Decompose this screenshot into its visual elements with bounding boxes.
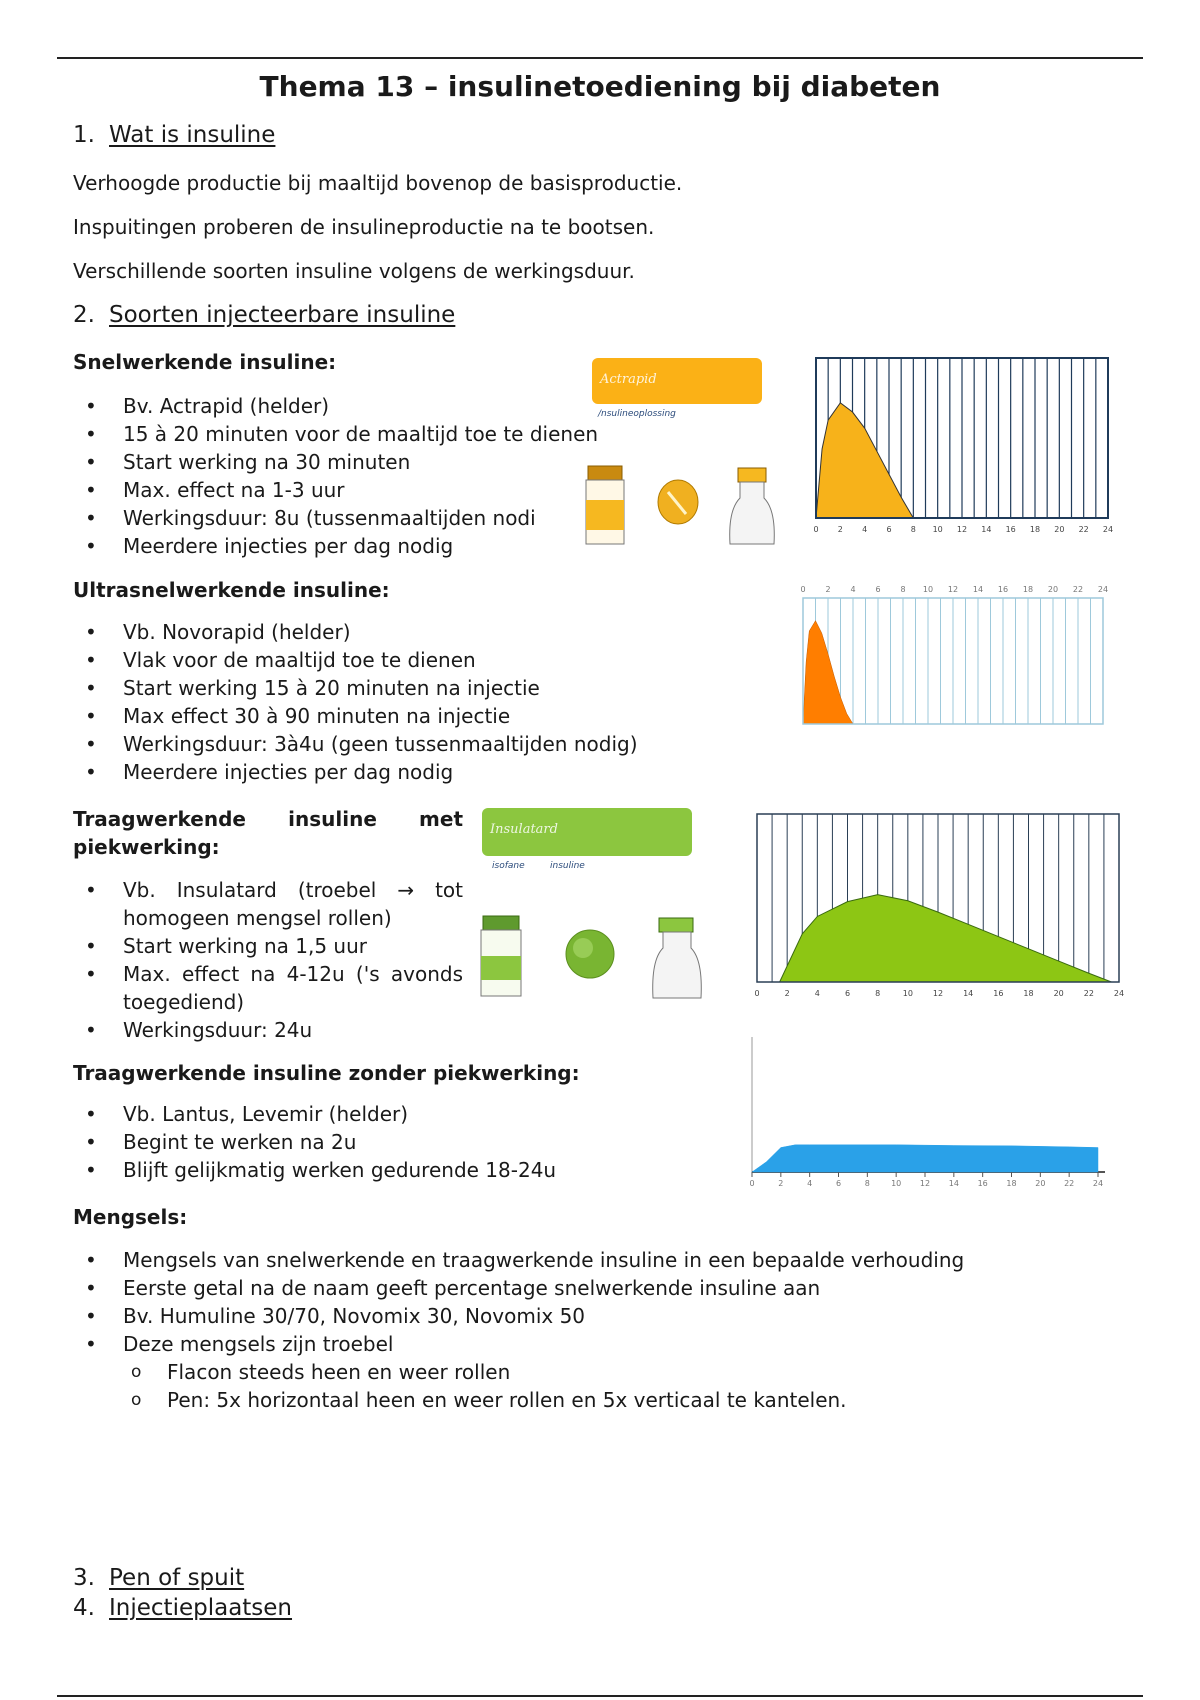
list-item: • Eerste getal na de naam geeft percentage snelwerkende insuline aan [73,1274,1133,1302]
section-heading-4: 4. Injectieplaatsen [73,1595,293,1621]
tick-label: 14 [963,989,974,998]
list-item: • Werkingsduur: 3à4u (geen tussenmaaltijden nodig) [73,730,753,758]
tick-label: 14 [948,1179,959,1188]
list-item: • Meerdere injecties per dag nodig [73,532,593,560]
traag-zonder-heading: Traagwerkende insuline zonder piekwerking: [73,1061,580,1085]
tick-label: 16 [997,585,1009,594]
top-rule [57,57,1143,59]
list-item: • Vb. Novorapid (helder) [73,618,753,646]
tick-label: 12 [956,525,968,534]
tick-label: 6 [835,1179,842,1188]
list-item: • Vlak voor de maaltijd toe te dienen [73,646,753,674]
ultra-list [73,618,753,786]
intro-line-1: Verhoogde productie bij maaltijd bovenop de basisproductie. [73,171,683,195]
traag-piek-curve [780,895,1112,982]
tick-label: 6 [886,525,892,534]
tick-label: 16 [1005,525,1016,534]
tick-label: 2 [825,585,831,594]
section-heading-2: 2. Soorten injecteerbare insuline [73,302,456,328]
list-item: • Bv. Humuline 30/70, Novomix 30, Novomix 50 [73,1302,1133,1330]
tick-label: 0 [749,1179,755,1188]
list-item: • Begint te werken na 2u [73,1128,693,1156]
tick-label: 8 [900,585,906,594]
section-heading-1: 1. Wat is insuline [73,122,276,148]
tick-label: 18 [1029,525,1041,534]
mengsels-list [73,1246,1133,1358]
tick-label: 18 [1022,585,1034,594]
tick-label: 8 [864,1179,870,1188]
list-item: • Start werking 15 à 20 minuten na injectie [73,674,753,702]
tick-label: 20 [1035,1179,1046,1188]
tick-label: 12 [919,1179,931,1188]
list-item: • Max. effect na 1-3 uur [73,476,593,504]
tick-label: 10 [891,1179,902,1188]
section-heading-3: 3. Pen of spuit [73,1565,245,1591]
mengsels-sublist [123,1358,1123,1414]
insulatard-subtitle-2: insuline [550,861,585,871]
list-item: • Werkingsduur: 24u [73,1016,463,1044]
tick-label: 8 [875,989,881,998]
list-item: • 15 à 20 minuten voor de maaltijd toe te dienen [73,420,593,448]
tick-label: 4 [850,585,856,594]
tick-label: 14 [972,585,984,594]
tick-label: 22 [1083,989,1094,998]
actrapid-box: Actrapid [592,358,762,404]
tick-label: 24 [1092,1179,1104,1188]
list-item: • Bv. Actrapid (helder) [73,392,593,420]
insulatard-vials-image [475,912,715,1002]
tick-label: 12 [947,585,959,594]
tick-label: 10 [932,525,943,534]
traag-piek-chart [753,812,1125,1000]
tick-label: 10 [902,989,913,998]
tick-label: 8 [910,525,916,534]
list-item: • Start werking na 30 minuten [73,448,593,476]
tick-label: 2 [784,989,790,998]
snel-heading: Snelwerkende insuline: [73,350,337,374]
actrapid-subtitle: /nsulineoplossing [598,409,676,419]
tick-label: 22 [1078,525,1089,534]
tick-label: 4 [807,1179,813,1188]
traag-piek-list [73,876,463,1044]
tick-label: 24 [1097,585,1109,594]
tick-label: 4 [814,989,820,998]
tick-label: 4 [862,525,868,534]
traag-zonder-list [73,1100,693,1184]
tick-label: 0 [813,525,819,534]
list-item: • Vb. Insulatard (troebel → tot homogeen mengsel rollen) [73,876,463,932]
tick-label: 20 [1053,989,1064,998]
snel-list [73,392,599,560]
page-title: Thema 13 – insulinetoediening bij diabeten [259,70,941,103]
list-item: • Start werking na 1,5 uur [73,932,463,960]
ultra-chart [795,576,1115,728]
tick-label: 6 [875,585,881,594]
tick-label: 14 [981,525,992,534]
list-item: o Flacon steeds heen en weer rollen [123,1358,1123,1386]
tick-label: 10 [922,585,934,594]
list-item: • Max. effect na 4-12u ('s avonds toegediend) [73,960,463,1016]
tick-label: 16 [977,1179,988,1188]
snel-chart [810,354,1120,544]
intro-line-3: Verschillende soorten insuline volgens de werkingsduur. [73,259,635,283]
tick-label: 24 [1102,525,1114,534]
tick-label: 24 [1113,989,1125,998]
list-item: • Max effect 30 à 90 minuten na injectie [73,702,753,730]
insulatard-box: Insulatard [482,808,692,856]
tick-label: 18 [1023,989,1034,998]
list-item: • Deze mengsels zijn troebel [73,1330,1133,1358]
tick-label: 20 [1054,525,1065,534]
ultra-heading: Ultrasnelwerkende insuline: [73,578,390,602]
tick-label: 18 [1006,1179,1017,1188]
tick-label: 6 [844,989,851,998]
tick-label: 20 [1047,585,1059,594]
traag-piek-heading: Traagwerkende insuline met piekwerking: [73,807,463,859]
tick-label: 2 [837,525,843,534]
list-item: • Blijft gelijkmatig werken gedurende 18-24u [73,1156,693,1184]
tick-label: 0 [754,989,760,998]
actrapid-vials-image [580,462,780,550]
insulatard-subtitle-1: isofane [492,861,525,871]
tick-label: 16 [993,989,1004,998]
list-item: • Vb. Lantus, Levemir (helder) [73,1100,693,1128]
tick-label: 12 [932,989,944,998]
tick-label: 0 [800,585,806,594]
tick-label: 2 [778,1179,784,1188]
tick-label: 22 [1064,1179,1075,1188]
intro-line-2: Inspuitingen proberen de insulineproductie na te bootsen. [73,215,655,239]
list-item: • Werkingsduur: 8u (tussenmaaltijden nodi [73,504,593,532]
traag-zonder-chart [745,1032,1120,1202]
list-item: • Mengsels van snelwerkende en traagwerkende insuline in een bepaalde verhouding [73,1246,1133,1274]
bottom-rule [57,1695,1143,1697]
tick-label: 22 [1072,585,1084,594]
traag-zonder-curve [752,1145,1098,1172]
list-item: o Pen: 5x horizontaal heen en weer rollen en 5x verticaal te kantelen. [123,1386,1123,1414]
list-item: • Meerdere injecties per dag nodig [73,758,753,786]
mengsels-heading: Mengsels: [73,1205,188,1229]
